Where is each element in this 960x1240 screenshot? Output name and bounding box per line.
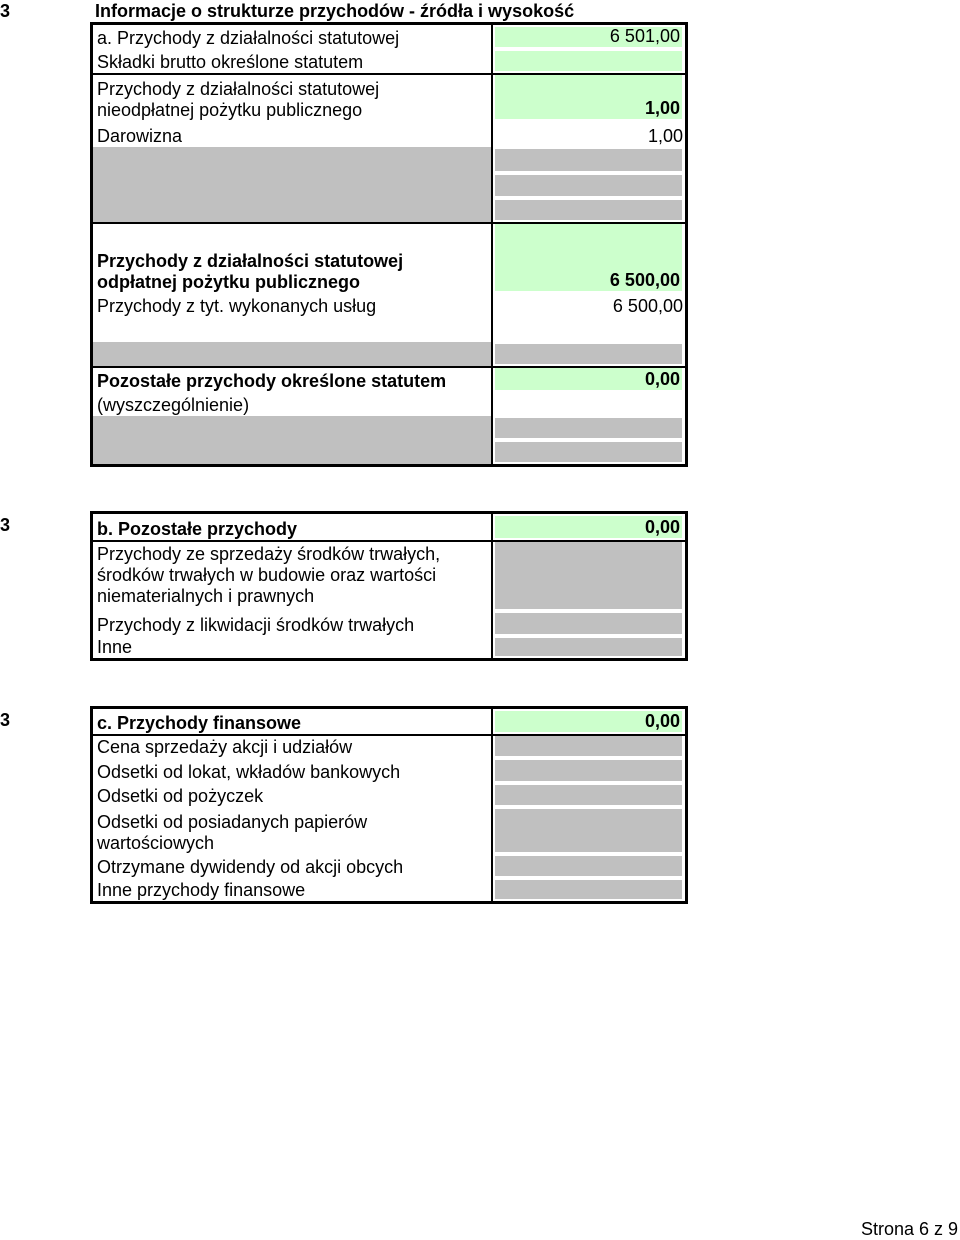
table-row <box>93 878 685 901</box>
row-value <box>493 317 685 342</box>
row-label-line: odpłatnej pożytku publicznego <box>97 272 360 292</box>
row-value <box>493 49 685 73</box>
table-row <box>93 611 685 636</box>
row-value <box>493 611 685 636</box>
row-label: Inne <box>93 636 493 658</box>
page-number: Strona 6 z 9 <box>860 1219 958 1239</box>
row-value <box>493 758 685 783</box>
table-row <box>93 147 685 173</box>
row-label: Darowizna <box>93 121 493 147</box>
row-label: Przychody z likwidacji środków trwałych <box>93 611 493 636</box>
row-label <box>93 173 493 198</box>
row-label <box>93 147 493 173</box>
row-label: b. Pozostałe przychody <box>93 514 493 540</box>
table-row <box>93 440 685 464</box>
section-number: 3 <box>0 1 11 21</box>
row-label <box>93 440 493 464</box>
table-row <box>93 25 685 49</box>
table-row <box>93 173 685 198</box>
row-label: Przychody z tyt. wykonanych usług <box>93 293 493 317</box>
revenue-statutory-table <box>90 22 688 467</box>
table-row <box>93 783 685 807</box>
row-label: Odsetki od lokat, wkładów bankowych <box>93 758 493 783</box>
table-row <box>93 514 685 540</box>
row-label-line: Przychody z działalności statutowej <box>97 251 404 271</box>
row-value <box>493 198 685 222</box>
row-label <box>93 73 493 121</box>
table-row <box>93 198 685 222</box>
row-value <box>493 807 685 854</box>
table-row <box>93 121 685 147</box>
row-value <box>493 854 685 878</box>
financial-revenue-table <box>90 706 688 904</box>
row-label: Inne przychody finansowe <box>93 878 493 901</box>
row-divider <box>93 734 685 736</box>
row-label: Składki brutto określone statutem <box>93 49 493 73</box>
row-label: Pozostałe przychody określone statutem <box>93 366 493 392</box>
row-value: 6 501,00 <box>493 25 685 49</box>
table-row <box>93 73 685 121</box>
row-label: Cena sprzedaży akcji i udziałów <box>93 734 493 758</box>
row-label: (wyszczególnienie) <box>93 392 493 416</box>
table-row <box>93 709 685 734</box>
row-value: 6 500,00 <box>493 293 685 317</box>
table-row <box>93 854 685 878</box>
row-value: 6 500,00 <box>493 222 685 293</box>
row-divider <box>93 540 685 542</box>
row-value <box>493 147 685 173</box>
row-label-line: wartościowych <box>97 833 215 853</box>
table-row <box>93 734 685 758</box>
row-label: a. Przychody z działalności statutowej <box>93 25 493 49</box>
row-label <box>93 540 493 611</box>
row-value: 0,00 <box>493 709 685 734</box>
section-number: 3 <box>0 515 11 535</box>
table-row <box>93 758 685 783</box>
row-label-line: Przychody z działalności statutowej <box>97 79 380 99</box>
row-label <box>93 807 493 854</box>
row-value <box>493 734 685 758</box>
table-row <box>93 540 685 611</box>
row-value <box>493 392 685 416</box>
section-number: 3 <box>0 710 11 730</box>
other-revenue-table <box>90 511 688 661</box>
row-value: 0,00 <box>493 514 685 540</box>
row-divider <box>93 366 685 368</box>
row-label <box>93 317 493 342</box>
table-row <box>93 416 685 440</box>
row-value: 1,00 <box>493 121 685 147</box>
row-label <box>93 416 493 440</box>
row-divider <box>93 73 685 75</box>
row-label-line: Odsetki od posiadanych papierów <box>97 812 368 832</box>
row-label-line: niematerialnych i prawnych <box>97 586 315 606</box>
table-row <box>93 293 685 317</box>
row-divider <box>93 222 685 224</box>
row-label: c. Przychody finansowe <box>93 709 493 734</box>
row-value <box>493 540 685 611</box>
row-label-line: środków trwałych w budowie oraz wartości <box>97 565 437 585</box>
table-row <box>93 342 685 366</box>
row-label: Otrzymane dywidendy od akcji obcych <box>93 854 493 878</box>
table-row <box>93 392 685 416</box>
table-row <box>93 636 685 658</box>
row-label-line: Przychody ze sprzedaży środków trwałych, <box>97 544 441 564</box>
table-row <box>93 222 685 293</box>
row-value <box>493 636 685 658</box>
table-row <box>93 366 685 392</box>
row-label <box>93 342 493 366</box>
table-row <box>93 807 685 854</box>
row-value <box>493 173 685 198</box>
row-value: 1,00 <box>493 73 685 121</box>
row-value <box>493 416 685 440</box>
row-label: Odsetki od pożyczek <box>93 783 493 807</box>
row-value <box>493 342 685 366</box>
row-label-line: nieodpłatnej pożytku publicznego <box>97 100 363 120</box>
row-value <box>493 783 685 807</box>
table-row <box>93 49 685 73</box>
section-heading: Informacje o strukturze przychodów - źródła i wysokość <box>95 1 575 21</box>
row-label <box>93 198 493 222</box>
row-value <box>493 440 685 464</box>
table-row <box>93 317 685 342</box>
row-label <box>93 222 493 293</box>
row-value <box>493 878 685 901</box>
row-value: 0,00 <box>493 366 685 392</box>
